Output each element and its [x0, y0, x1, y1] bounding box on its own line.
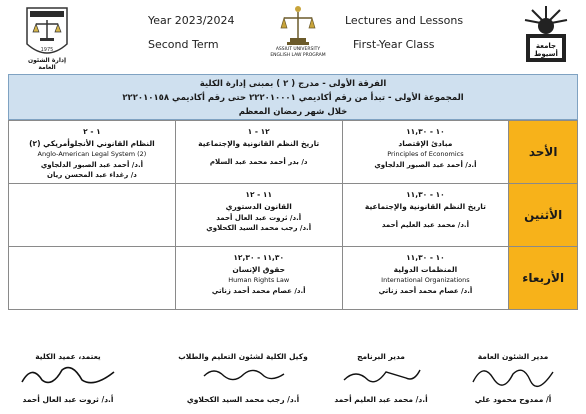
course-english-title: International Organizations: [381, 276, 470, 284]
instructor-name: أ.د/ أحمد عبد الصبور الدلجاوي: [40, 161, 144, 169]
year-label: Year 2023/2024: [148, 14, 235, 27]
left-logo-caption: إدارة الشئون العامة: [27, 57, 67, 71]
signatory-title: مدير البرنامج: [357, 352, 405, 361]
slot-time: ١١,٣٠ - ١٢,٣٠: [233, 253, 285, 262]
course-english-title: Human Rights Law: [228, 276, 290, 284]
signature-block-vice-dean: [172, 352, 314, 404]
class-slot: [342, 184, 509, 247]
course-title: النظام القانوني الأنجلوأمريكي (٢): [29, 139, 155, 148]
instructor-name-2: د/ رغداء عبد المحسن ريان: [46, 171, 137, 179]
schedule-table: [8, 120, 578, 310]
day-label: الأثنين: [509, 184, 578, 247]
course-title: تاريخ النظم القانونية والإجتماعية: [198, 139, 320, 148]
instructor-name: د/ بدر أحمد محمد عبد السلام: [209, 158, 308, 166]
banner-line-2: المجموعة الأولى - تبدأ من رقم أكاديمي ٢٢٢٠١٠٠٠١ حتى رقم أكاديمي ٢٢٢٠١٠١٥٨: [122, 93, 464, 103]
term-label: Second Term: [148, 38, 219, 51]
class-label: First-Year Class: [353, 38, 435, 51]
signatory-name: أ.د/ محمد عبد العليم أحمد: [334, 395, 428, 404]
day-row-sunday: [9, 121, 578, 184]
course-english-title: Anglo-American Legal System (2): [37, 150, 147, 158]
slot-time: ١٠ - ١١,٣٠: [406, 127, 445, 136]
handwritten-signature: [336, 360, 426, 390]
handwritten-signature: [198, 360, 288, 390]
schedule-banner: [8, 74, 578, 120]
course-title: حقوق الإنسان: [232, 265, 286, 274]
general-affairs-logo: [22, 4, 72, 71]
class-slot: [175, 121, 342, 184]
signature-block-dean: [8, 352, 128, 404]
lectures-label: Lectures and Lessons: [345, 14, 464, 27]
class-slot: [175, 184, 342, 247]
signatory-title: وكيل الكلية لشئون التعليم والطلاب: [178, 352, 308, 361]
signatory-name: أ/ ممدوح محمود علي: [474, 395, 552, 404]
instructor-name: أ.د/ ثروت عبد العال أحمد: [216, 214, 302, 222]
banner-line-1: الفرقة الأولى - مدرج ( ٢ ) بمبنى إدارة الكلية: [199, 79, 387, 89]
class-slot: [342, 121, 509, 184]
class-slot: [9, 121, 176, 184]
empty-slot: [9, 184, 176, 247]
slot-time: ١ - ٢: [83, 127, 101, 136]
center-logo-caption: ASSIUT UNIVERSITY ENGLISH LAW PROGRAM: [270, 47, 326, 58]
day-label: الأربعاء: [509, 247, 578, 310]
instructor-name: أ.د/ عصام محمد أحمد زناتي: [378, 287, 473, 295]
day-row-wednesday: [9, 247, 578, 310]
handwritten-signature: [468, 360, 558, 390]
assiut-university-logo: [520, 4, 572, 66]
right-logo-caption: جامعة أسيوط: [534, 42, 558, 58]
class-slot: [342, 247, 509, 310]
instructor-name-2: أ.د/ رجب محمد السيد الكحلاوي: [206, 224, 312, 232]
instructor-name: أ.د/ أحمد عبد الصبور الدلجاوي: [374, 161, 477, 169]
course-title: تاريخ النظم القانونية والإجتماعية: [364, 202, 486, 211]
course-english-title: Principles of Economics: [387, 150, 464, 158]
slot-time: ١٠ - ١١,٣٠: [406, 253, 445, 262]
slot-time: ١١ - ١٢: [245, 190, 273, 199]
day-label: الأحد: [509, 121, 578, 184]
signatory-title: مدير الشئون العامة: [477, 352, 549, 361]
course-title: المنظمات الدولية: [393, 265, 458, 274]
signatory-name: أ.د/ ثروت عبد العال أحمد: [22, 395, 114, 404]
svg-text:1975: 1975: [40, 47, 54, 53]
class-slot: [175, 247, 342, 310]
empty-slot: [9, 247, 176, 310]
slot-time: ١٢ - ١: [247, 127, 270, 136]
handwritten-signature: [18, 360, 118, 390]
instructor-name: أ.د/ عصام محمد أحمد زناتي: [211, 287, 306, 295]
slot-time: ١٠ - ١١,٣٠: [406, 190, 445, 199]
signatory-name: أ.د/ رجب محمد السيد الكحلاوي: [186, 395, 300, 404]
signature-block-affairs: [448, 352, 578, 404]
day-row-monday: [9, 184, 578, 247]
signatory-title: يعتمد، عميد الكلية: [35, 352, 101, 361]
signature-block-program: [316, 352, 446, 404]
law-program-logo: [270, 4, 326, 66]
course-title: القانون الدستوري: [225, 202, 292, 211]
course-title: مبادئ الإقتصاد: [398, 139, 453, 148]
banner-line-3: خلال شهر رمضان المعظم: [238, 107, 348, 117]
instructor-name: أ.د/ محمد عبد العليم أحمد: [381, 221, 469, 229]
